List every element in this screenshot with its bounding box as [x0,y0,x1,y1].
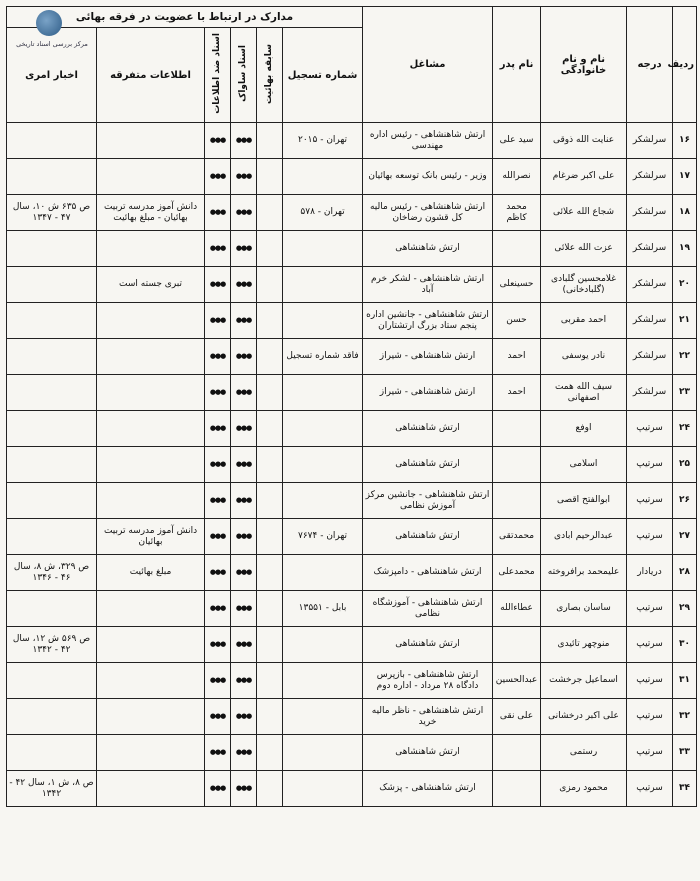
row-number: ۲۷ [673,519,697,555]
news-cell [7,375,97,411]
registration-cell [283,663,363,699]
savak-cell: ●●● [231,735,257,771]
row-number: ۳۰ [673,627,697,663]
row-number: ۳۴ [673,771,697,807]
other-docs-cell: ●●● [205,303,231,339]
job-cell: ارتش شاهنشاهی [363,735,493,771]
job-cell: ارتش شاهنشاهی - آموزشگاه نظامی [363,591,493,627]
misc-info-cell [97,735,205,771]
news-cell: ص ۳۲۹، ش ۸، سال ۴۶ - ۱۳۴۶ [7,555,97,591]
table-row [7,771,697,807]
name-cell: نادر یوسفی [541,339,627,375]
table-row [7,627,697,663]
rank-cell: سرتیپ [627,411,673,447]
registration-cell: تهران - ۷۶۷۴ [283,519,363,555]
news-cell [7,303,97,339]
bahai-record-cell [257,411,283,447]
col-father: نام پدر [493,7,541,123]
bahai-record-cell [257,591,283,627]
rank-cell: سرتیپ [627,735,673,771]
news-cell [7,123,97,159]
name-cell: منوچهر تائیدی [541,627,627,663]
father-cell: حسن [493,303,541,339]
row-number: ۳۱ [673,663,697,699]
archive-logo [6,6,98,54]
savak-cell: ●●● [231,627,257,663]
misc-info-cell: دانش آموز مدرسه تربیت بهائیان [97,519,205,555]
job-cell: ارتش شاهنشاهی - جانشین مرکز آموزش نظامی [363,483,493,519]
misc-info-cell [97,447,205,483]
table-row [7,339,697,375]
rank-cell: سرتیپ [627,519,673,555]
job-cell: ارتش شاهنشاهی [363,411,493,447]
row-number: ۲۰ [673,267,697,303]
table-body [7,123,697,807]
bahai-record-cell [257,555,283,591]
job-cell: ارتش شاهنشاهی - دامپزشک [363,555,493,591]
misc-info-cell [97,771,205,807]
savak-cell: ●●● [231,591,257,627]
registration-cell [283,771,363,807]
registration-cell [283,159,363,195]
col-other: اسناد ضد اطلاعات [205,28,231,123]
row-number: ۲۵ [673,447,697,483]
misc-info-cell [97,483,205,519]
col-reg: شماره تسجیل [283,28,363,123]
name-cell: اسماعیل جرخشت [541,663,627,699]
news-cell: ص ۸، ش ۱، سال ۴۲ - ۱۳۴۲ [7,771,97,807]
registration-cell: تهران - ۵۷۸ [283,195,363,231]
rank-cell: سرلشکر [627,159,673,195]
father-cell [493,771,541,807]
other-docs-cell: ●●● [205,735,231,771]
table-row [7,591,697,627]
table-row [7,699,697,735]
table-row [7,447,697,483]
father-cell: محمدعلی [493,555,541,591]
registration-cell [283,267,363,303]
registration-cell [283,483,363,519]
bahai-record-cell [257,159,283,195]
name-cell: محمود رمزی [541,771,627,807]
rank-cell: سرلشکر [627,195,673,231]
news-cell [7,411,97,447]
bahai-record-cell [257,195,283,231]
other-docs-cell: ●●● [205,663,231,699]
misc-info-cell [97,303,205,339]
table-row [7,267,697,303]
bahai-record-cell [257,771,283,807]
misc-info-cell [97,159,205,195]
news-cell [7,231,97,267]
news-cell [7,447,97,483]
bahai-record-cell [257,627,283,663]
news-cell [7,159,97,195]
job-cell: ارتش شاهنشاهی - پزشک [363,771,493,807]
rank-cell: سرلشکر [627,231,673,267]
registration-cell [283,303,363,339]
job-cell: ارتش شاهنشاهی - رئیس اداره مهندسی [363,123,493,159]
col-savak: اسناد ساواک [231,28,257,123]
table-row [7,375,697,411]
news-cell [7,519,97,555]
row-number: ۱۸ [673,195,697,231]
bahai-record-cell [257,699,283,735]
misc-info-cell: مبلغ بهائیت [97,555,205,591]
bahai-record-cell [257,123,283,159]
row-number: ۳۲ [673,699,697,735]
registration-cell [283,555,363,591]
other-docs-cell: ●●● [205,123,231,159]
news-cell: ص ۶۳۵ ش ۱۰، سال ۴۷ - ۱۳۴۷ [7,195,97,231]
rank-cell: سرلشکر [627,303,673,339]
savak-cell: ●●● [231,447,257,483]
father-cell: علی نقی [493,699,541,735]
rank-cell: دریادار [627,555,673,591]
savak-cell: ●●● [231,339,257,375]
news-cell [7,339,97,375]
misc-info-cell [97,375,205,411]
bahai-record-cell [257,303,283,339]
group-title: مدارک در ارتباط با عضویت در فرقه بهائی [7,7,363,28]
misc-info-cell [97,663,205,699]
rank-cell: سرلشکر [627,123,673,159]
registration-cell [283,699,363,735]
table-row [7,555,697,591]
name-cell: عنایت الله ذوقی [541,123,627,159]
rank-cell: سرتیپ [627,627,673,663]
table-row [7,195,697,231]
registration-cell [283,411,363,447]
savak-cell: ●●● [231,231,257,267]
name-cell: ساسان بصاری [541,591,627,627]
misc-info-cell [97,339,205,375]
misc-info-cell [97,123,205,159]
job-cell: ارتش شاهنشاهی - ناظر مالیه خرید [363,699,493,735]
bahai-record-cell [257,519,283,555]
registration-cell: بابل - ۱۳۵۵۱ [283,591,363,627]
row-number: ۲۸ [673,555,697,591]
savak-cell: ●●● [231,159,257,195]
job-cell: ارتش شاهنشاهی - رئیس مالیه کل قشون رضاخان [363,195,493,231]
name-cell: سیف الله همت اصفهانی [541,375,627,411]
table-row [7,159,697,195]
father-cell: سید علی [493,123,541,159]
news-cell [7,663,97,699]
registration-cell [283,231,363,267]
rank-cell: سرلشکر [627,339,673,375]
archive-emblem-icon [36,10,62,36]
other-docs-cell: ●●● [205,267,231,303]
father-cell: نصرالله [493,159,541,195]
father-cell: عبدالحسین [493,663,541,699]
table-row [7,663,697,699]
name-cell: علی اکبر ضرغام [541,159,627,195]
row-number: ۲۲ [673,339,697,375]
misc-info-cell [97,591,205,627]
name-cell: غلامحسین گلبادی (گلبادخانی) [541,267,627,303]
other-docs-cell: ●●● [205,375,231,411]
rank-cell: سرتیپ [627,699,673,735]
other-docs-cell: ●●● [205,447,231,483]
other-docs-cell: ●●● [205,339,231,375]
father-cell: عطاءالله [493,591,541,627]
father-cell [493,231,541,267]
row-number: ۲۳ [673,375,697,411]
name-cell: علی اکبر درخشانی [541,699,627,735]
row-number: ۳۳ [673,735,697,771]
savak-cell: ●●● [231,195,257,231]
rank-cell: سرتیپ [627,771,673,807]
misc-info-cell [97,699,205,735]
bahai-record-cell [257,483,283,519]
table-row [7,123,697,159]
father-cell [493,447,541,483]
bahai-record-cell [257,375,283,411]
other-docs-cell: ●●● [205,519,231,555]
rank-cell: سرتیپ [627,663,673,699]
job-cell: وزیر - رئیس بانک توسعه بهائیان [363,159,493,195]
bahai-record-cell [257,267,283,303]
news-cell [7,699,97,735]
registration-cell: تهران - ۲۰۱۵ [283,123,363,159]
father-cell: محمدتقی [493,519,541,555]
col-name: نام و نام خانوادگی [541,7,627,123]
father-cell [493,483,541,519]
name-cell: رستمی [541,735,627,771]
registration-cell [283,627,363,663]
name-cell: اسلامی [541,447,627,483]
name-cell: عزت الله علائی [541,231,627,267]
misc-info-cell [97,627,205,663]
other-docs-cell: ●●● [205,555,231,591]
savak-cell: ●●● [231,519,257,555]
officers-table [6,6,697,807]
misc-info-cell: دانش آموز مدرسه تربیت بهائیان - مبلغ بهائیت [97,195,205,231]
name-cell: علیمحمد برافروخته [541,555,627,591]
rank-cell: سرتیپ [627,447,673,483]
row-number: ۱۷ [673,159,697,195]
bahai-record-cell [257,231,283,267]
savak-cell: ●●● [231,411,257,447]
table-row [7,231,697,267]
row-number: ۲۴ [673,411,697,447]
bahai-record-cell [257,447,283,483]
row-number: ۲۹ [673,591,697,627]
rank-cell: سرتیپ [627,591,673,627]
name-cell: احمد مقربی [541,303,627,339]
bahai-record-cell [257,735,283,771]
row-number: ۲۱ [673,303,697,339]
savak-cell: ●●● [231,267,257,303]
father-cell: احمد [493,339,541,375]
father-cell [493,627,541,663]
rank-cell: سرلشکر [627,375,673,411]
father-cell: حسینعلی [493,267,541,303]
col-bahai-record: سابقه بهائیت [257,28,283,123]
father-cell: احمد [493,375,541,411]
job-cell: ارتش شاهنشاهی [363,519,493,555]
other-docs-cell: ●●● [205,159,231,195]
father-cell: محمد کاظم [493,195,541,231]
table-row [7,411,697,447]
other-docs-cell: ●●● [205,411,231,447]
other-docs-cell: ●●● [205,699,231,735]
row-number: ۲۶ [673,483,697,519]
job-cell: ارتش شاهنشاهی - جانشین اداره پنجم ستاد بزرگ ارتشتاران [363,303,493,339]
table-row [7,483,697,519]
table-row [7,303,697,339]
father-cell [493,411,541,447]
row-number: ۱۶ [673,123,697,159]
registration-cell [283,735,363,771]
other-docs-cell: ●●● [205,483,231,519]
rank-cell: سرتیپ [627,483,673,519]
news-cell [7,735,97,771]
job-cell: ارتش شاهنشاهی [363,231,493,267]
other-docs-cell: ●●● [205,231,231,267]
savak-cell: ●●● [231,663,257,699]
other-docs-cell: ●●● [205,627,231,663]
savak-cell: ●●● [231,771,257,807]
misc-info-cell [97,411,205,447]
news-cell [7,483,97,519]
registration-cell [283,447,363,483]
job-cell: ارتش شاهنشاهی - بازپرس دادگاه ۲۸ مرداد - اداره دوم [363,663,493,699]
savak-cell: ●●● [231,483,257,519]
col-misc: اطلاعات متفرقه [97,28,205,123]
col-job: مشاغل [363,7,493,123]
job-cell: ارتش شاهنشاهی - لشکر خرم آباد [363,267,493,303]
other-docs-cell: ●●● [205,591,231,627]
father-cell [493,735,541,771]
row-number: ۱۹ [673,231,697,267]
job-cell: ارتش شاهنشاهی [363,627,493,663]
savak-cell: ●●● [231,699,257,735]
other-docs-cell: ●●● [205,195,231,231]
rank-cell: سرلشکر [627,267,673,303]
savak-cell: ●●● [231,123,257,159]
news-cell [7,591,97,627]
logo-text: مرکز بررسی اسناد تاریخی [16,40,88,48]
table-row [7,735,697,771]
job-cell: ارتش شاهنشاهی - شیراز [363,375,493,411]
job-cell: ارتش شاهنشاهی - شیراز [363,339,493,375]
col-rank: درجه [627,7,673,123]
news-cell [7,267,97,303]
news-cell: ص ۵۶۹ ش ۱۲، سال ۴۲ - ۱۳۴۲ [7,627,97,663]
savak-cell: ●●● [231,555,257,591]
job-cell: ارتش شاهنشاهی [363,447,493,483]
name-cell: شجاع الله علائی [541,195,627,231]
registration-cell [283,375,363,411]
bahai-record-cell [257,663,283,699]
bahai-record-cell [257,339,283,375]
misc-info-cell: تبری جسته است [97,267,205,303]
name-cell: عبدالرحیم ابادی [541,519,627,555]
savak-cell: ●●● [231,303,257,339]
col-news: اخبار امری [7,28,97,123]
other-docs-cell: ●●● [205,771,231,807]
name-cell: اوفع [541,411,627,447]
table-row [7,519,697,555]
name-cell: ابوالفتح اقصی [541,483,627,519]
savak-cell: ●●● [231,375,257,411]
registration-cell: فاقد شماره تسجیل [283,339,363,375]
col-row: ردیف [673,7,697,123]
misc-info-cell [97,231,205,267]
